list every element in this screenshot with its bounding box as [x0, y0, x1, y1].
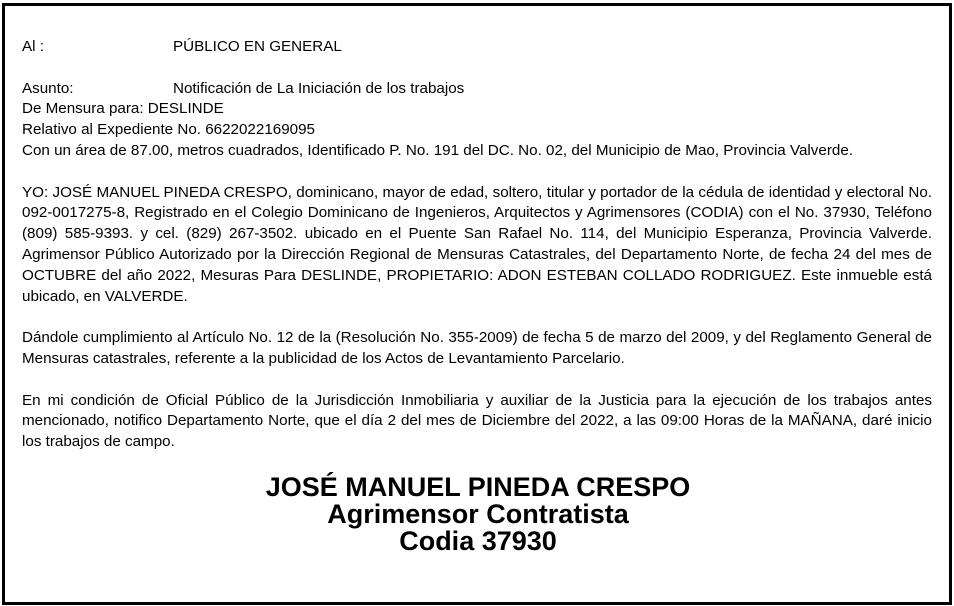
subject-row: [22, 79, 932, 100]
subject-value: Notificación de La Iniciación de los trabajos: [173, 79, 465, 97]
document-border: [2, 3, 952, 605]
compliance-paragraph: Dándole cumplimiento al Artículo No. 12 de la (Resolución No. 355-2009) de fecha 5 de marzo del 2009, y del Reglamento General de Mensuras catastrales, referente a la publicidad de los Actos de Levantamiento Parcelario.: [22, 329, 932, 367]
area-line: Con un área de 87.00, metros cuadrados, Identificado P. No. 191 del DC. No. 02, del Municipio de Mao, Provincia Valverde.: [22, 141, 854, 159]
expediente-line: Relativo al Expediente No. 6622022169095: [22, 121, 316, 139]
subject-label: Asunto:: [22, 79, 74, 97]
signature-block: [5, 474, 951, 555]
notice-body: [22, 37, 932, 453]
spacer: [22, 307, 932, 328]
signature-codia: Codia 37930: [399, 526, 557, 556]
signature-name: JOSÉ MANUEL PINEDA CRESPO: [265, 472, 691, 502]
notification-paragraph: En mi condición de Oficial Público de la Jurisdicción Inmobiliaria y auxiliar de la Justicia para la ejecución de los trabajos antes mencionado, notifico Departamento Norte, que el día 2 del mes de Diciembre del 2022, a las 09:00 Horas de la MAÑANA, daré inicio los trabajos de campo.: [22, 391, 932, 451]
signature-title: Agrimensor Contratista: [327, 499, 629, 529]
spacer: [22, 370, 932, 391]
recipient-row: [22, 37, 932, 58]
recipient-label: Al :: [22, 38, 44, 55]
declaration-paragraph: YO: JOSÉ MANUEL PINEDA CRESPO, dominicano, mayor de edad, soltero, titular y portador de la cédula de identidad y electoral No. 092-0017275-8, Registrado en el Colegio Dominicano de Ingenieros, Arquitectos y Agrimensores (CODIA) con el No. 37930, Teléfono (809) 585-9393. y cel. (829) 267-3502. ubicado en el Puente San Rafael No. 114, del Municipio Esperanza, Provincia Valverde. Agrimensor Público Autorizado por la Dirección Regional de Mensuras Catastrales, del Departamento Norte, de fecha 24 del mes de OCTUBRE del año 2022, Mesuras Para DESLINDE, PROPIETARIO: ADON ESTEBAN COLLADO RODRIGUEZ. Este inmueble está ubicado, en VALVERDE.: [22, 183, 932, 305]
mensura-line: De Mensura para: DESLINDE: [22, 100, 224, 118]
spacer: [22, 58, 932, 79]
spacer: [22, 162, 932, 183]
recipient-value: PÚBLICO EN GENERAL: [173, 38, 342, 55]
